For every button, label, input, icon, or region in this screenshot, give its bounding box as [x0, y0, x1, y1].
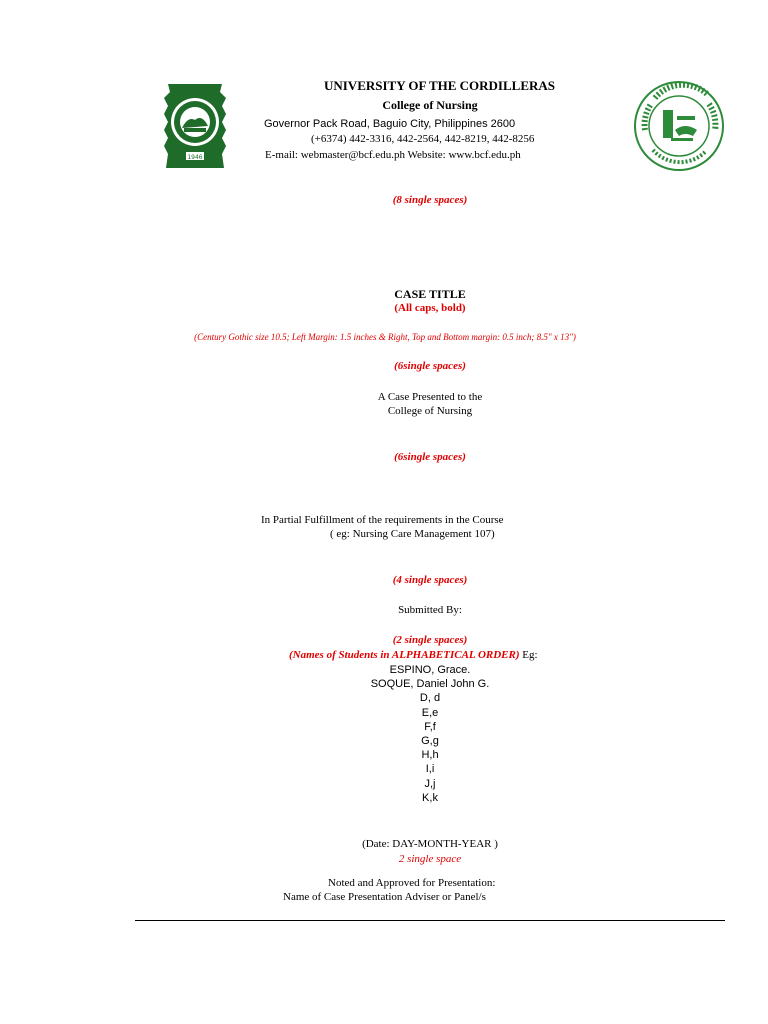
student-name: E,e — [421, 706, 439, 719]
eg-label: Eg: — [519, 649, 538, 661]
seal-year: 1946 — [187, 154, 203, 161]
university-seal-logo — [160, 80, 230, 172]
noted-approved-line: Noted and Approved for Presentation: — [328, 877, 496, 889]
presented-line-1: A Case Presented to the — [377, 391, 483, 403]
date-line: (Date: DAY-MONTH-YEAR ) — [362, 838, 498, 850]
student-name: J,j — [424, 777, 436, 790]
bottom-divider — [135, 920, 725, 921]
presented-line-2: College of Nursing — [387, 405, 473, 417]
student-list — [330, 663, 530, 805]
contact-line: E-mail: webmaster@bcf.edu.ph Website: www.bcf.edu.ph — [265, 149, 521, 161]
student-name: D, d — [419, 692, 441, 705]
adviser-line: Name of Case Presentation Adviser or Panel/s — [283, 891, 486, 903]
title-format-note: (All caps, bold) — [394, 302, 466, 314]
student-name: G,g — [421, 735, 439, 748]
format-spec-note: (Century Gothic size 10.5; Left Margin: 1.5 inches & Right, Top and Bottom margin: 0.5 inch; 8.5" x 13") — [194, 332, 576, 342]
fulfillment-line-2: ( eg: Nursing Care Management 107) — [330, 528, 495, 540]
note-8-single-spaces: (8 single spaces) — [392, 194, 468, 206]
student-name: H,h — [421, 749, 439, 762]
address-line: Governor Pack Road, Baguio City, Philippines 2600 — [264, 118, 516, 130]
college-of-nursing-logo — [627, 80, 731, 172]
submitted-by-label: Submitted By: — [398, 604, 462, 616]
note-2-single-spaces: (2 single spaces) — [392, 634, 468, 646]
college-name: College of Nursing — [382, 98, 478, 112]
student-name: SOQUE, Daniel John G. — [370, 678, 490, 691]
note-6-single-spaces-1: (6single spaces) — [394, 360, 466, 372]
names-order-note: (Names of Students in ALPHABETICAL ORDER) — [289, 649, 520, 661]
fulfillment-line-1: In Partial Fulfillment of the requirements in the Course — [261, 514, 504, 526]
student-name: K,k — [422, 791, 438, 804]
note-6-single-spaces-2: (6single spaces) — [394, 451, 466, 463]
two-single-space-note: 2 single space — [398, 853, 462, 865]
university-name: UNIVERSITY OF THE CORDILLERAS — [323, 78, 556, 93]
student-name: ESPINO, Grace. — [389, 664, 471, 676]
student-name: F,f — [424, 720, 436, 733]
note-4-single-spaces: (4 single spaces) — [392, 574, 468, 586]
case-title: CASE TITLE — [394, 287, 466, 301]
student-name: I,i — [425, 763, 435, 776]
phone-line: (+6374) 442-3316, 442-2564, 442-8219, 442-8256 — [311, 133, 535, 145]
names-order-line — [289, 649, 538, 661]
